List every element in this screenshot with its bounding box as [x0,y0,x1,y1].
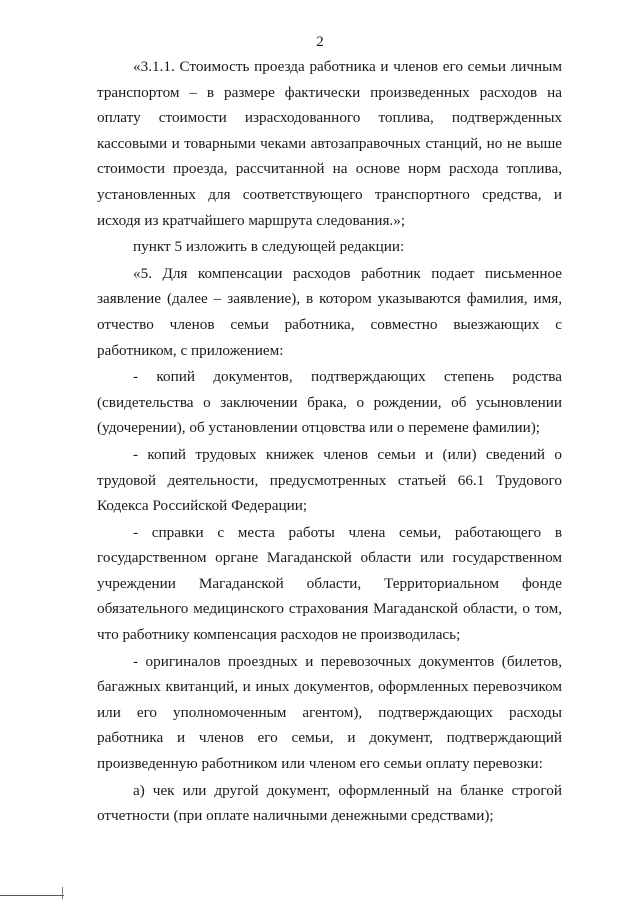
list-item-employment-certificate: - справки с места работы члена семьи, работающего в государственном органе Магаданской области или государственном учреждении Магаданской области, Территориальном фонде обязательного медицинского страхования Магаданской области, о том, что работнику компенсация расходов не производилась; [97,523,562,644]
list-item-work-books: - копий трудовых книжек членов семьи и (или) сведений о трудовой деятельности, предусмотренных статьей 66.1 Трудового Кодекса Российской Федерации; [97,445,562,515]
paragraph-item-5-intro: пункт 5 изложить в следующей редакции: [133,238,405,256]
page-number: 2 [316,34,324,50]
paragraph-application: «5. Для компенсации расходов работник подает письменное заявление (далее – заявление), в котором указываются фамилия, имя, отчество членов семьи работника, совместно выезжающих с работником, с приложением: [97,264,562,359]
list-item-travel-documents: - оригиналов проездных и перевозочных документов (билетов, багажных квитанций, и иных документов, оформленных перевозчиком или его уполномоченным агентом), подтверждающих расходы работника и членов его семьи, и документ, подтверждающий произведенную работником или членом его семьи оплату перевозки: [97,652,562,773]
paragraph-fuel-cost: «3.1.1. Стоимость проезда работника и членов его семьи личным транспортом – в размере фактически произведенных расходов на оплату стоимости израсходованного топлива, подтвержденных кассовыми и товарными чеками автозаправочных станций, но не выше стоимости проезда, рассчитанной на основе норм расхода топлива, установленных для соответствующего транспортного средства, и исходя из кратчайшего маршрута следования.»; [97,58,562,229]
document-body [97,54,562,829]
list-item-receipt: а) чек или другой документ, оформленный на бланке строгой отчетности (при оплате наличными денежными средствами); [97,781,562,825]
list-item-kinship-docs: - копий документов, подтверждающих степень родства (свидетельства о заключении брака, о рождении, об усыновлении (удочерении), об установлении отцовства или о перемене фамилии); [97,368,562,437]
scan-corner-line [0,895,64,896]
scan-corner-mark [62,887,63,899]
